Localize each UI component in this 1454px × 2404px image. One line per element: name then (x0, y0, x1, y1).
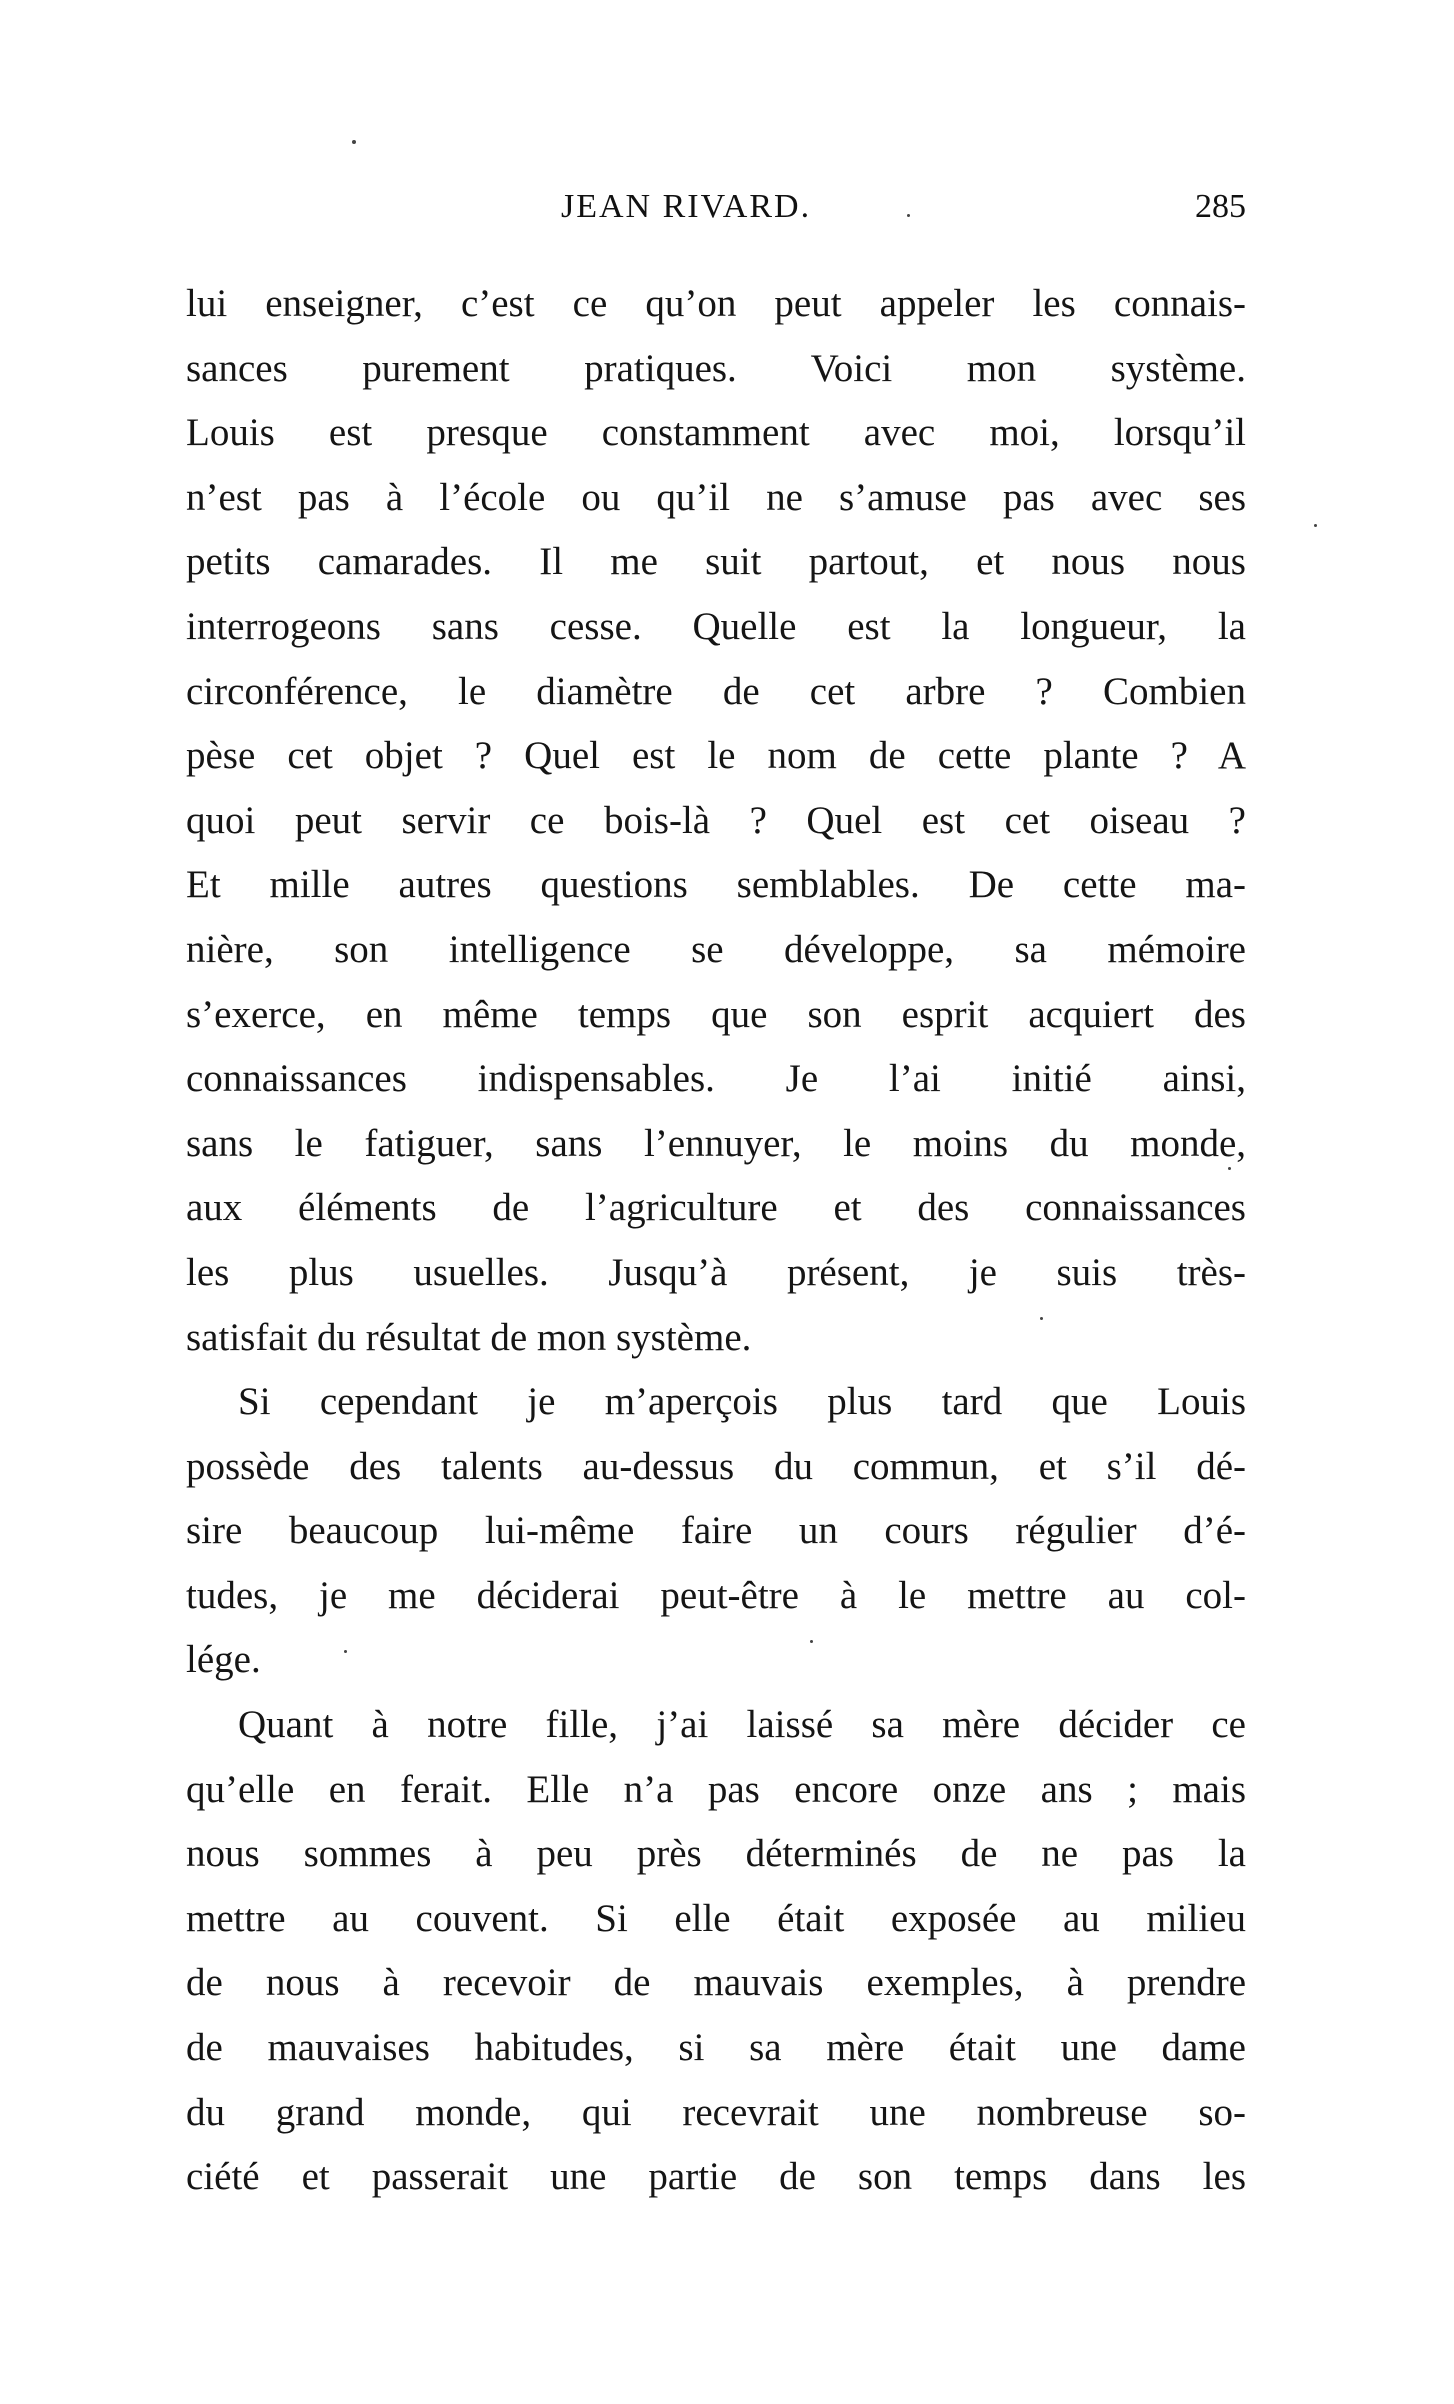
text-line: interrogeons sans cesse. Quelle est la longueur, la (186, 604, 1246, 648)
running-head (186, 188, 1246, 238)
body-text (186, 272, 1246, 2210)
text-line: Louis est presque constamment avec moi, lorsqu’il (186, 411, 1246, 455)
text-line: pèse cet objet ? Quel est le nom de cette plante ? A (186, 734, 1246, 778)
text-line: Et mille autres questions semblables. De cette ma- (186, 863, 1246, 907)
print-speck (352, 140, 356, 144)
text-line: petits camarades. Il me suit partout, et nous nous (186, 540, 1246, 584)
text-line: Quant à notre fille, j’ai laissé sa mère décider ce (238, 1703, 1246, 1747)
text-line: lége. (186, 1638, 261, 1682)
text-line: satisfait du résultat de mon système. (186, 1315, 752, 1359)
text-line: de mauvaises habitudes, si sa mère était une dame (186, 2026, 1246, 2070)
print-speck (1040, 1317, 1043, 1320)
running-title: JEAN RIVARD. (561, 188, 812, 225)
print-speck (907, 214, 910, 217)
text-line: connaissances indispensables. Je l’ai initié ainsi, (186, 1057, 1246, 1101)
text-line: sire beaucoup lui-même faire un cours régulier d’é- (186, 1509, 1246, 1553)
page-number: 285 (1195, 188, 1246, 225)
text-line: quoi peut servir ce bois-là ? Quel est cet oiseau ? (186, 798, 1246, 842)
text-line: qu’elle en ferait. Elle n’a pas encore onze ans ; mais (186, 1767, 1246, 1811)
paragraph-2 (186, 1370, 1246, 1693)
text-line: nous sommes à peu près déterminés de ne pas la (186, 1832, 1246, 1876)
text-line: s’exerce, en même temps que son esprit acquiert des (186, 992, 1246, 1036)
text-line: nière, son intelligence se développe, sa mémoire (186, 927, 1246, 971)
text-line: mettre au couvent. Si elle était exposée au milieu (186, 1896, 1246, 1940)
paragraph-3 (186, 1693, 1246, 2210)
text-line: sans le fatiguer, sans l’ennuyer, le moins du monde, (186, 1121, 1246, 1165)
text-line: ciété et passerait une partie de son temps dans les (186, 2155, 1246, 2199)
text-line: n’est pas à l’école ou qu’il ne s’amuse pas avec ses (186, 475, 1246, 519)
text-line: de nous à recevoir de mauvais exemples, à prendre (186, 1961, 1246, 2005)
text-line: Si cependant je m’aperçois plus tard que Louis (238, 1380, 1246, 1424)
print-speck (1314, 524, 1317, 527)
paragraph-1 (186, 272, 1246, 1370)
print-speck (810, 1640, 813, 1643)
print-speck (1228, 1167, 1231, 1170)
text-line: lui enseigner, c’est ce qu’on peut appeler les connais- (186, 282, 1246, 325)
text-line: du grand monde, qui recevrait une nombreuse so- (186, 2090, 1246, 2134)
text-line: tudes, je me déciderai peut-être à le mettre au col- (186, 1573, 1246, 1617)
text-line: circonférence, le diamètre de cet arbre ? Combien (186, 669, 1246, 713)
print-speck (344, 1650, 347, 1653)
text-line: les plus usuelles. Jusqu’à présent, je suis très- (186, 1250, 1246, 1294)
text-line: aux éléments de l’agriculture et des connaissances (186, 1186, 1246, 1230)
text-line: sances purement pratiques. Voici mon système. (186, 346, 1246, 390)
text-line: possède des talents au-dessus du commun, et s’il dé- (186, 1444, 1246, 1488)
